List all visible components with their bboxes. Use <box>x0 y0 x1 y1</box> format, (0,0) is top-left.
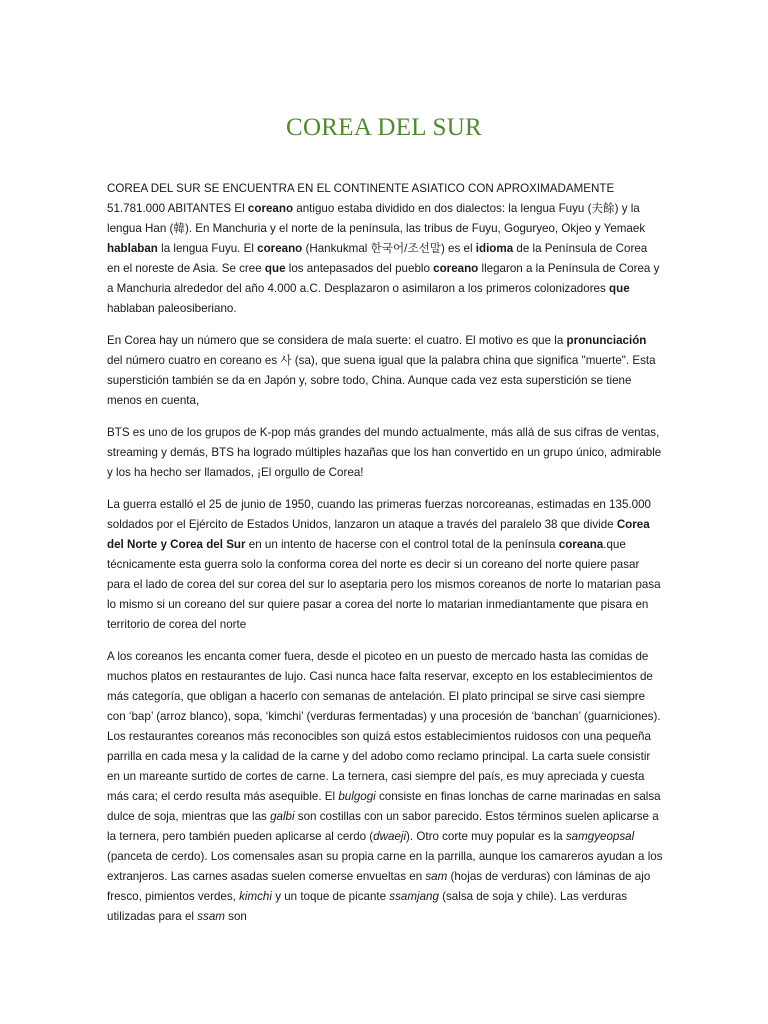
text-run: (hojas de verduras) con láminas de ajo fresco, pimientos verdes, <box>107 870 651 903</box>
text-run: COREA DEL SUR SE ENCUENTRA EN EL CONTINENTE ASIATICO CON APROXIMADAMENTE 51.781.000 ABITANTES El <box>107 182 615 215</box>
document-title: COREA DEL SUR <box>285 114 483 141</box>
text-run: de la Península de Corea en el noreste de Asia. Se cree <box>107 242 648 275</box>
text-run: A los coreanos les encanta comer fuera, desde el picoteo en un puesto de mercado hasta las comidas de muchos platos en restaurantes de lujo. Casi nunca hace falta reservar, excepto en los establecimientos de más categoría, que obligan a hacerlo con semanas de antelación. El plato principal se sirve casi siempre con ‘bap’ (arroz blanco), sopa, ‘kimchi’ (verduras fermentadas) y una procesión de ‘banchan’ (guarniciones). Los restaurantes coreanos más reconocibles son quizá estos establecimientos ruidosos con una pequeña parrilla en cada mesa y la calidad de la carne y del adobo como reclamo principal. La carta suele consistir en un mareante surtido de cortes de carne. La ternera, casi siempre del país, es muy apreciada y cuesta más cara; el cerdo resulta más asequible. El <box>107 650 661 803</box>
text-run: son <box>224 910 247 923</box>
paragraph <box>107 495 663 635</box>
paragraph <box>107 423 663 483</box>
italic-text: dwaeji <box>373 830 407 843</box>
text-run: la lengua Fuyu. El <box>157 242 258 255</box>
paragraph <box>107 647 663 927</box>
text-run: son costillas con un sabor parecido. Estos términos suelen aplicarse a la ternera, pero también pueden aplicarse al cerdo ( <box>107 810 659 843</box>
bold-text: idioma <box>475 242 514 255</box>
italic-text: sam <box>425 870 448 883</box>
bold-text: coreana <box>558 538 604 551</box>
text-run: (panceta de cerdo). Los comensales asan su propia carne en la parrilla, aunque los camareros ayudan a los extranjeros. Las carnes asadas suelen comerse envueltas en <box>107 850 663 883</box>
bold-text: que <box>264 262 286 275</box>
text-run: antiguo estaba dividido en dos dialectos: la lengua Fuyu (夫餘) y la lengua Han (韓). En Manchuria y el norte de la península, las tribus de Fuyu, Goguryeo, Okjeo y Yemaek <box>107 202 646 235</box>
text-run: .que técnicamente esta guerra solo la conforma corea del norte es decir si un coreano del norte quiere pasar para el lado de corea del sur corea del sur lo aseptaria pero los mismos coreanos de norte lo matarian pasa lo mismo si un coreano del sur quiere pasar a corea del norte lo matarian inmediantamente que pisara en territorio de corea del norte <box>107 538 661 631</box>
italic-text: samgyeopsal <box>565 830 635 843</box>
bold-text: coreano <box>247 202 294 215</box>
text-run: ). Otro corte muy popular es la <box>406 830 566 843</box>
text-run: consiste en finas lonchas de carne marinadas en salsa dulce de soja, mientras que las <box>107 790 661 823</box>
text-run: y un toque de picante <box>271 890 390 903</box>
text-run: (salsa de soja y chile). Las verduras utilizadas para el <box>107 890 628 923</box>
bold-text: coreano <box>433 262 479 275</box>
bold-text: que <box>609 282 630 295</box>
bold-text: Corea del Norte y Corea del Sur <box>107 518 650 551</box>
italic-text: bulgogi <box>338 790 376 803</box>
text-run: hablaban paleosiberiano. <box>107 302 237 315</box>
text-run: BTS es uno de los grupos de K-pop más grandes del mundo actualmente, más allá de sus cifras de ventas, streaming y demás, BTS ha logrado múltiples hazañas que los han convertido en un grupo único, admirable y los ha hecho ser llamados, ¡El orgullo de Corea! <box>107 426 662 479</box>
text-run: En Corea hay un número que se considera de mala suerte: el cuatro. El motivo es que la <box>107 334 567 347</box>
text-run: llegaron a la Península de Corea y a Manchuria alrededor del año 4.000 a.C. Desplazaron o asimilaron a los primeros colonizadores <box>107 262 660 295</box>
text-run: La guerra estalló el 25 de junio de 1950, cuando las primeras fuerzas norcoreanas, estimadas en 135.000 soldados por el Ejército de Estados Unidos, lanzaron un ataque a través del paralelo 38 que divide <box>107 498 651 531</box>
text-run: del número cuatro en coreano es 사 (sa), que suena igual que la palabra china que significa "muerte". Esta superstición también se da en Japón y, sobre todo, China. Aunque cada vez esta superstición se tiene menos en cuenta, <box>107 354 656 407</box>
italic-text: ssam <box>197 910 225 923</box>
text-run: (Hankukmal 한국어/조선말) es el <box>302 242 476 255</box>
italic-text: galbi <box>270 810 295 823</box>
text-run: en un intento de hacerse con el control total de la península <box>245 538 559 551</box>
italic-text: kimchi <box>239 890 272 903</box>
document-body <box>107 179 663 939</box>
paragraph <box>107 331 663 411</box>
paragraph <box>107 179 663 319</box>
bold-text: hablaban <box>107 242 158 255</box>
bold-text: coreano <box>257 242 303 255</box>
bold-text: pronunciación <box>566 334 647 347</box>
text-run: los antepasados del pueblo <box>285 262 434 275</box>
italic-text: ssamjang <box>389 890 439 903</box>
